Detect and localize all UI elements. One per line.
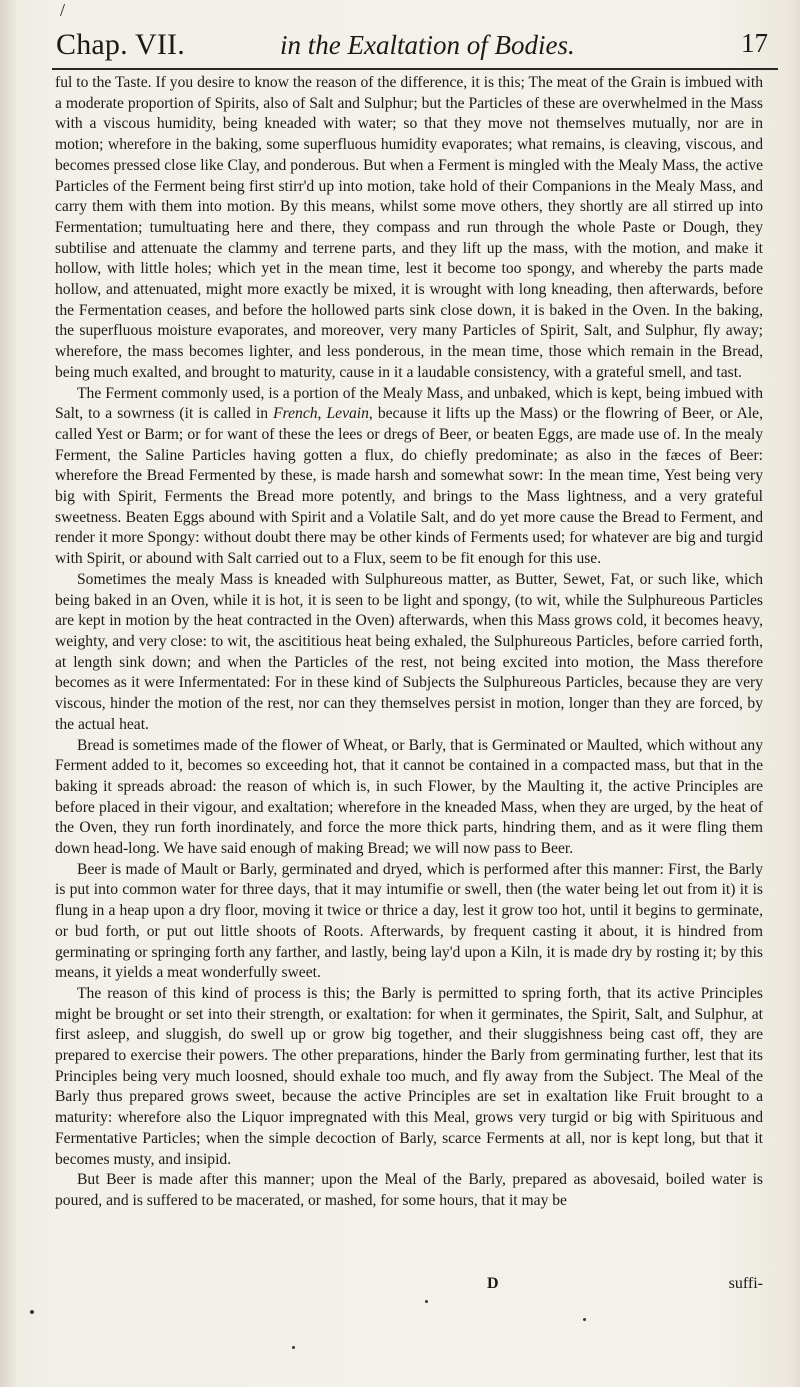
page-footer [55, 1275, 763, 1297]
paragraph-5: Beer is made of Mault or Barly, germinated and dryed, which is performed after this manner: First, the Barly is put into common water for three days, that it may intumifie or swell, then (the water being let out from it) it is flung in a heap upon a dry floor, moving it twice or thrice a day, lest it grow too hot, until it begins to germinate, or bud forth, or put out little shoots of Roots. Afterwards, by frequent casting it about, it is hindred from germinating or springing forth any farther, and lastly, being lay'd upon a Kiln, it is made dry by rosting it; by this means, it yields a meat wonderfully sweet. [55, 860, 763, 982]
paragraph-2-text-a: The Ferment commonly used, is a portion of the Mealy Mass, and unbaked, which is kept, being imbued with Salt, to a sowrness (it is called in [55, 384, 763, 423]
ink-speck [292, 1346, 295, 1349]
catchword: suffi- [728, 1275, 763, 1292]
ink-speck [30, 1310, 34, 1314]
page-number: 17 [741, 28, 768, 58]
paragraph-1: ful to the Taste. If you desire to know the reason of the difference, it is this; The meat of the Grain is imbued with a moderate proportion of Spirits, also of Salt and Sulphur; but the Particles of these are overwhelmed in the Mass with a viscous humidity, being kneaded with water; so that they move not themselves mutually, nor are in motion; wherefore in the baking, some superfluous humidity evaporates; what remains, is cleaving, viscous, and becomes pressed close like Clay, and ponderous. But when a Ferment is mingled with the Mealy Mass, the active Particles of the Ferment being first stirr'd up into motion, take hold of their Companions in the Mealy Mass, and carry them with them into motion. By this means, whilst some move others, they shortly are all stirred up into Fermentation; tumultuating here and there, they compass and run through the whole Paste or Dough, they subtilise and attenuate the clammy and terrene parts, and they lift up the mass, with the motion, and make it hollow, with little holes; which yet in the mean time, lest it become too spongy, and whereby the parts made hollow, and attenuated, might more exactly be mixed, it is wrought with long kneading, then afterwards, before the Fermentation ceases, and before the hollowed parts sink close down, it is baked in the Oven. In the baking, the superfluous moisture evaporates, and moreover, very many Particles of Spirit, Salt, and Sulphur, fly away; wherefore, the mass becomes lighter, and less ponderous, in the mean time, those which remain in the Bread, being much exalted, and brought to maturity, cause in it a laudable consistency, with a grateful smell, and tast. [55, 74, 763, 381]
margin-mark: / [60, 0, 66, 20]
signature-mark: D [487, 1275, 499, 1292]
text-body [55, 73, 763, 1212]
paragraph-2-italic-french: French [273, 405, 318, 423]
paragraph-2-text-b: , [317, 405, 327, 423]
ink-speck [425, 1300, 428, 1303]
paragraph-2-text-c: , because it lifts up the Mass) or the flowring of Beer, or Ale, called Yest or Barm; or for want of these the lees or dregs of Beer, or beaten Eggs, are made use of. In the mealy Ferment, the Saline Particles having gotten a flux, do chiefly predominate; as also in the fæces of Beer: wherefore the Bread Fermented by these, is made harsh and somewhat sowr: In the mean time, Yest being very big with Spirit, Ferments the Bread more potently, and brings to the Mass lightness, and a very grateful sweetness. Beaten Eggs abound with Spirit and a Volatile Salt, and do yet more cause the Bread to Ferment, and render it more Spongy: without doubt there may be other kinds of Ferments used; for whatever are big and turgid with Spirit, or abound with Salt carried out to a Flux, seem to be fit enough for this use. [55, 405, 763, 568]
paragraph-3: Sometimes the mealy Mass is kneaded with Sulphureous matter, as Butter, Sewet, Fat, or such like, which being baked in an Oven, while it is hot, it is seen to be light and spongy, (to wit, while the Sulphureous Particles are kept in motion by the heat contracted in the Oven) afterwards, when this Mass grows cold, it becomes heavy, weighty, and very close: to wit, the ascititious heat being exhaled, the Sulphureous Particles, before carried forth, at length sink down; and when the Particles of the rest, not being excited into motion, the Mass therefore becomes as it were Infermentated: For in these kind of Subjects the Sulphureous Particles, because they are very viscous, hinder the motion of the rest, nor can they themselves persist in motion, longer than they are forced, by the actual heat. [55, 570, 763, 733]
chapter-heading: Chap. VII. [56, 28, 185, 61]
running-header [52, 24, 778, 70]
running-title: in the Exaltation of Bodies. [280, 30, 575, 60]
paragraph-2-italic-levain: Levain [326, 405, 369, 423]
paragraph-7: But Beer is made after this manner; upon the Meal of the Barly, prepared as abovesaid, boiled water is poured, and is suffered to be macerated, or mashed, for some hours, that it may be [55, 1171, 763, 1209]
paragraph-4: Bread is sometimes made of the flower of Wheat, or Barly, that is Germinated or Maulted, which without any Ferment added to it, becomes so exceeding hot, that it cannot be contained in a compacted mass, but that in the baking it spreads abroad: the reason of which is, in such Flower, by the Maulting it, the active Principles are before placed in their vigour, and exaltation; wherefore in the kneaded Mass, when they are urged, by the heat of the Oven, they run forth inordinately, and force the more thick parts, hindring them, and as it were fling them down head-long. We have said enough of making Bread; we will now pass to Beer. [55, 736, 763, 858]
paragraph-2 [55, 384, 763, 570]
ink-speck [583, 1318, 586, 1321]
paragraph-6: The reason of this kind of process is this; the Barly is permitted to spring forth, that its active Principles might be brought or set into their strength, or exaltation: for when it germinates, the Spirit, Salt, and Sulphur, at first asleep, and sluggish, do swell up or grow big together, and their sluggishness being cast off, they are prepared to exercise their powers. The other preparations, hinder the Barly from germinating further, lest that its Principles being very much loosned, should exhale too much, and fly away from the Subject. The Meal of the Barly thus prepared grows sweet, because the active Principles are set in exaltation like Fruit brought to a maturity: wherefore also the Liquor impregnated with this Meal, grows very turgid or big with Spirituous and Fermentative Particles; when the simple decoction of Barly, scarce Ferments at all, nor is kept long, but that it becomes musty, and insipid. [55, 984, 763, 1168]
